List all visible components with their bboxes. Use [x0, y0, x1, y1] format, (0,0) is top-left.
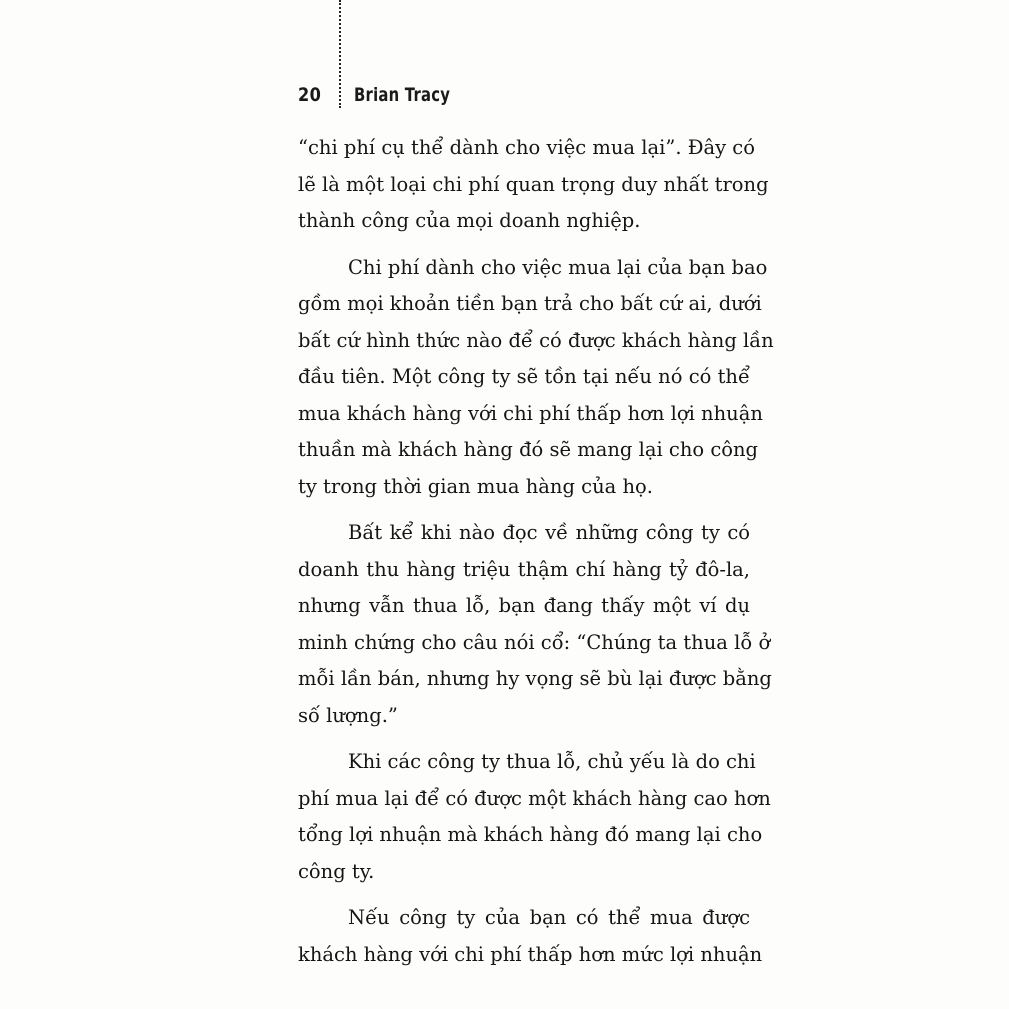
- paragraph: [298, 515, 772, 734]
- paragraph: [298, 250, 774, 506]
- text-line: gồm mọi khoản tiền bạn trả cho bất cứ ai, dưới: [298, 292, 762, 315]
- text-line: tổng lợi nhuận mà khách hàng đó mang lại cho: [298, 823, 763, 846]
- text-line: khách hàng với chi phí thấp hơn mức lợi nhuận: [298, 942, 763, 966]
- paragraph: [298, 130, 769, 240]
- text-line: công ty.: [298, 859, 375, 883]
- text-line: Nếu công ty của bạn có thể mua được: [348, 906, 750, 929]
- page-number: 20: [298, 84, 322, 106]
- author-name: Brian Tracy: [354, 84, 451, 106]
- text-line: phí mua lại để có được một khách hàng cao hơn: [298, 786, 771, 810]
- header-dotted-rule: [339, 0, 341, 108]
- text-line: “chi phí cụ thể dành cho việc mua lại”. Đây có: [298, 136, 755, 159]
- text-line: Chi phí dành cho việc mua lại của bạn bao: [348, 255, 768, 279]
- text-line: mua khách hàng với chi phí thấp hơn lợi nhuận: [298, 401, 763, 425]
- body-text: [298, 130, 774, 983]
- text-line: doanh thu hàng triệu thậm chí hàng tỷ đô-la,: [298, 557, 750, 581]
- text-line: số lượng.”: [298, 703, 398, 727]
- paragraph: [298, 744, 771, 890]
- text-line: mỗi lần bán, nhưng hy vọng sẽ bù lại được bằng: [298, 667, 772, 690]
- text-line: thành công của mọi doanh nghiệp.: [298, 209, 641, 232]
- text-line: Bất kể khi nào đọc về những công ty có: [348, 521, 750, 544]
- text-line: nhưng vẫn thua lỗ, bạn đang thấy một ví dụ: [298, 594, 750, 617]
- text-line: minh chứng cho câu nói cổ: “Chúng ta thua lỗ ở: [298, 630, 771, 654]
- text-line: lẽ là một loại chi phí quan trọng duy nhất trong: [298, 172, 769, 196]
- text-line: thuần mà khách hàng đó sẽ mang lại cho công: [298, 438, 759, 461]
- text-line: đầu tiên. Một công ty sẽ tồn tại nếu nó có thể: [298, 365, 750, 388]
- text-line: ty trong thời gian mua hàng của họ.: [298, 474, 653, 498]
- text-line: bất cứ hình thức nào để có được khách hàng lần: [298, 328, 774, 352]
- paragraph: [298, 900, 763, 973]
- text-line: Khi các công ty thua lỗ, chủ yếu là do chi: [348, 750, 756, 773]
